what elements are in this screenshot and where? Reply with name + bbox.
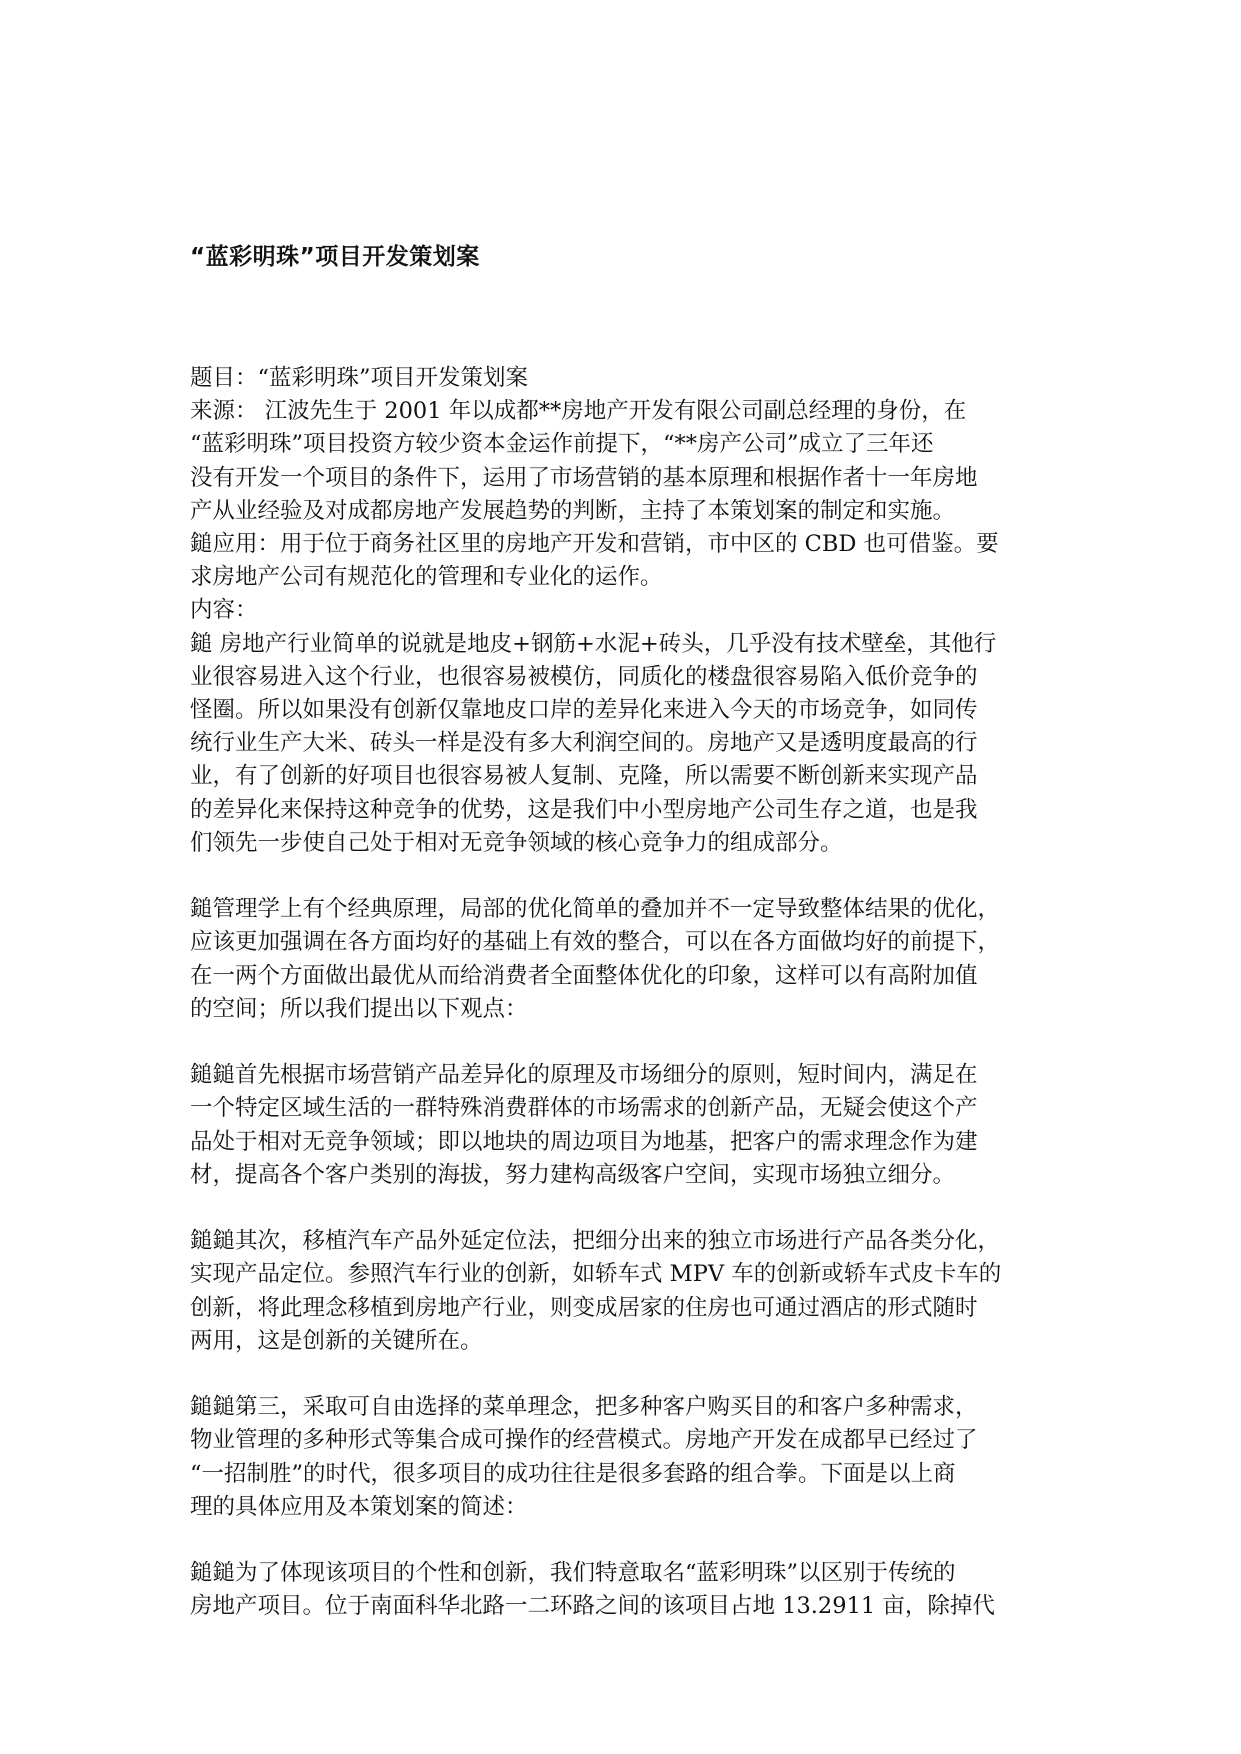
text-line: “一招制胜”的时代，很多项目的成功往往是很多套路的组合拳。下面是以上商 xyxy=(190,1460,956,1487)
text-line: 创新，将此理念移植到房地产行业，则变成居家的住房也可通过酒店的形式随时 xyxy=(190,1294,978,1321)
paragraph-gap xyxy=(190,860,1060,893)
text-line: 鎚鎚首先根据市场营销产品差异化的原理及市场细分的原则，短时间内，满足在 xyxy=(190,1062,978,1089)
paragraph-gap xyxy=(190,1524,1060,1557)
text-line: 鎚管理学上有个经典原理，局部的优化简单的叠加并不一定导致整体结果的优化， xyxy=(190,896,1001,923)
document-body xyxy=(190,362,1060,1624)
paragraph-gap xyxy=(190,1358,1060,1391)
text-line: 求房地产公司有规范化的管理和专业化的运作。 xyxy=(190,564,663,591)
text-line: 题目：“蓝彩明珠”项目开发策划案 xyxy=(190,365,529,391)
text-line: 理的具体应用及本策划案的简述： xyxy=(190,1493,528,1520)
text-line: 来源： 江波先生于 2001 年以成都**房地产开发有限公司副总经理的身份，在 xyxy=(190,398,967,425)
text-line: 物业管理的多种形式等集合成可操作的经营模式。房地产开发在成都早已经过了 xyxy=(190,1427,978,1454)
text-line: 统行业生产大米、砖头一样是没有多大利润空间的。房地产又是透明度最高的行 xyxy=(190,730,978,757)
text-line: 鎚鎚为了体现该项目的个性和创新，我们特意取名“蓝彩明珠”以区别于传统的 xyxy=(190,1560,956,1587)
text-line: 鎚 房地产行业简单的说就是地皮+钢筋+水泥+砖头，几乎没有技术壁垒，其他行 xyxy=(190,630,997,657)
text-line: 没有开发一个项目的条件下，运用了市场营销的基本原理和根据作者十一年房地 xyxy=(190,464,978,491)
text-line: 鎚鎚第三，采取可自由选择的菜单理念，把多种客户购买目的和客户多种需求， xyxy=(190,1394,978,1421)
text-line: 的差异化来保持这种竞争的优势，这是我们中小型房地产公司生存之道，也是我 xyxy=(190,796,978,823)
text-line: 产从业经验及对成都房地产发展趋势的判断，主持了本策划案的制定和实施。 xyxy=(190,497,956,524)
text-line: 的空间；所以我们提出以下观点： xyxy=(190,995,528,1022)
text-line: “蓝彩明珠”项目投资方较少资本金运作前提下，“**房产公司”成立了三年还 xyxy=(190,431,934,458)
text-line: 一个特定区域生活的一群特殊消费群体的市场需求的创新产品，无疑会使这个产 xyxy=(190,1095,978,1122)
text-line: 业，有了创新的好项目也很容易被人复制、克隆，所以需要不断创新来实现产品 xyxy=(190,763,978,790)
text-line: 们领先一步使自己处于相对无竞争领域的核心竞争力的组成部分。 xyxy=(190,829,843,856)
text-line: 在一两个方面做出最优从而给消费者全面整体优化的印象，这样可以有高附加值 xyxy=(190,962,978,989)
text-line: 鎚应用：用于位于商务社区里的房地产开发和营销，市中区的 CBD 也可借鉴。要 xyxy=(190,531,999,558)
text-line: 内容： xyxy=(190,597,258,624)
text-line: 应该更加强调在各方面均好的基础上有效的整合，可以在各方面做均好的前提下， xyxy=(190,929,1001,956)
text-line: 实现产品定位。参照汽车行业的创新，如轿车式 MPV 车的创新或轿车式皮卡车的 xyxy=(190,1261,1002,1288)
text-line: 材，提高各个客户类别的海拔，努力建构高级客户空间，实现市场独立细分。 xyxy=(190,1161,956,1188)
text-line: 怪圈。所以如果没有创新仅靠地皮口岸的差异化来进入今天的市场竞争，如同传 xyxy=(190,697,978,724)
text-line: 业很容易进入这个行业，也很容易被模仿，同质化的楼盘很容易陷入低价竞争的 xyxy=(190,663,978,690)
text-line: 鎚鎚其次，移植汽车产品外延定位法，把细分出来的独立市场进行产品各类分化， xyxy=(190,1228,1001,1255)
document-title: “蓝彩明珠”项目开发策划案 xyxy=(190,244,480,270)
paragraph-gap xyxy=(190,1192,1060,1225)
paragraph-gap xyxy=(190,1026,1060,1059)
text-line: 品处于相对无竞争领域；即以地块的周边项目为地基，把客户的需求理念作为建 xyxy=(190,1128,978,1155)
text-line: 两用，这是创新的关键所在。 xyxy=(190,1327,483,1354)
text-line: 房地产项目。位于南面科华北路一二环路之间的该项目占地 13.2911 亩，除掉代 xyxy=(190,1593,995,1620)
